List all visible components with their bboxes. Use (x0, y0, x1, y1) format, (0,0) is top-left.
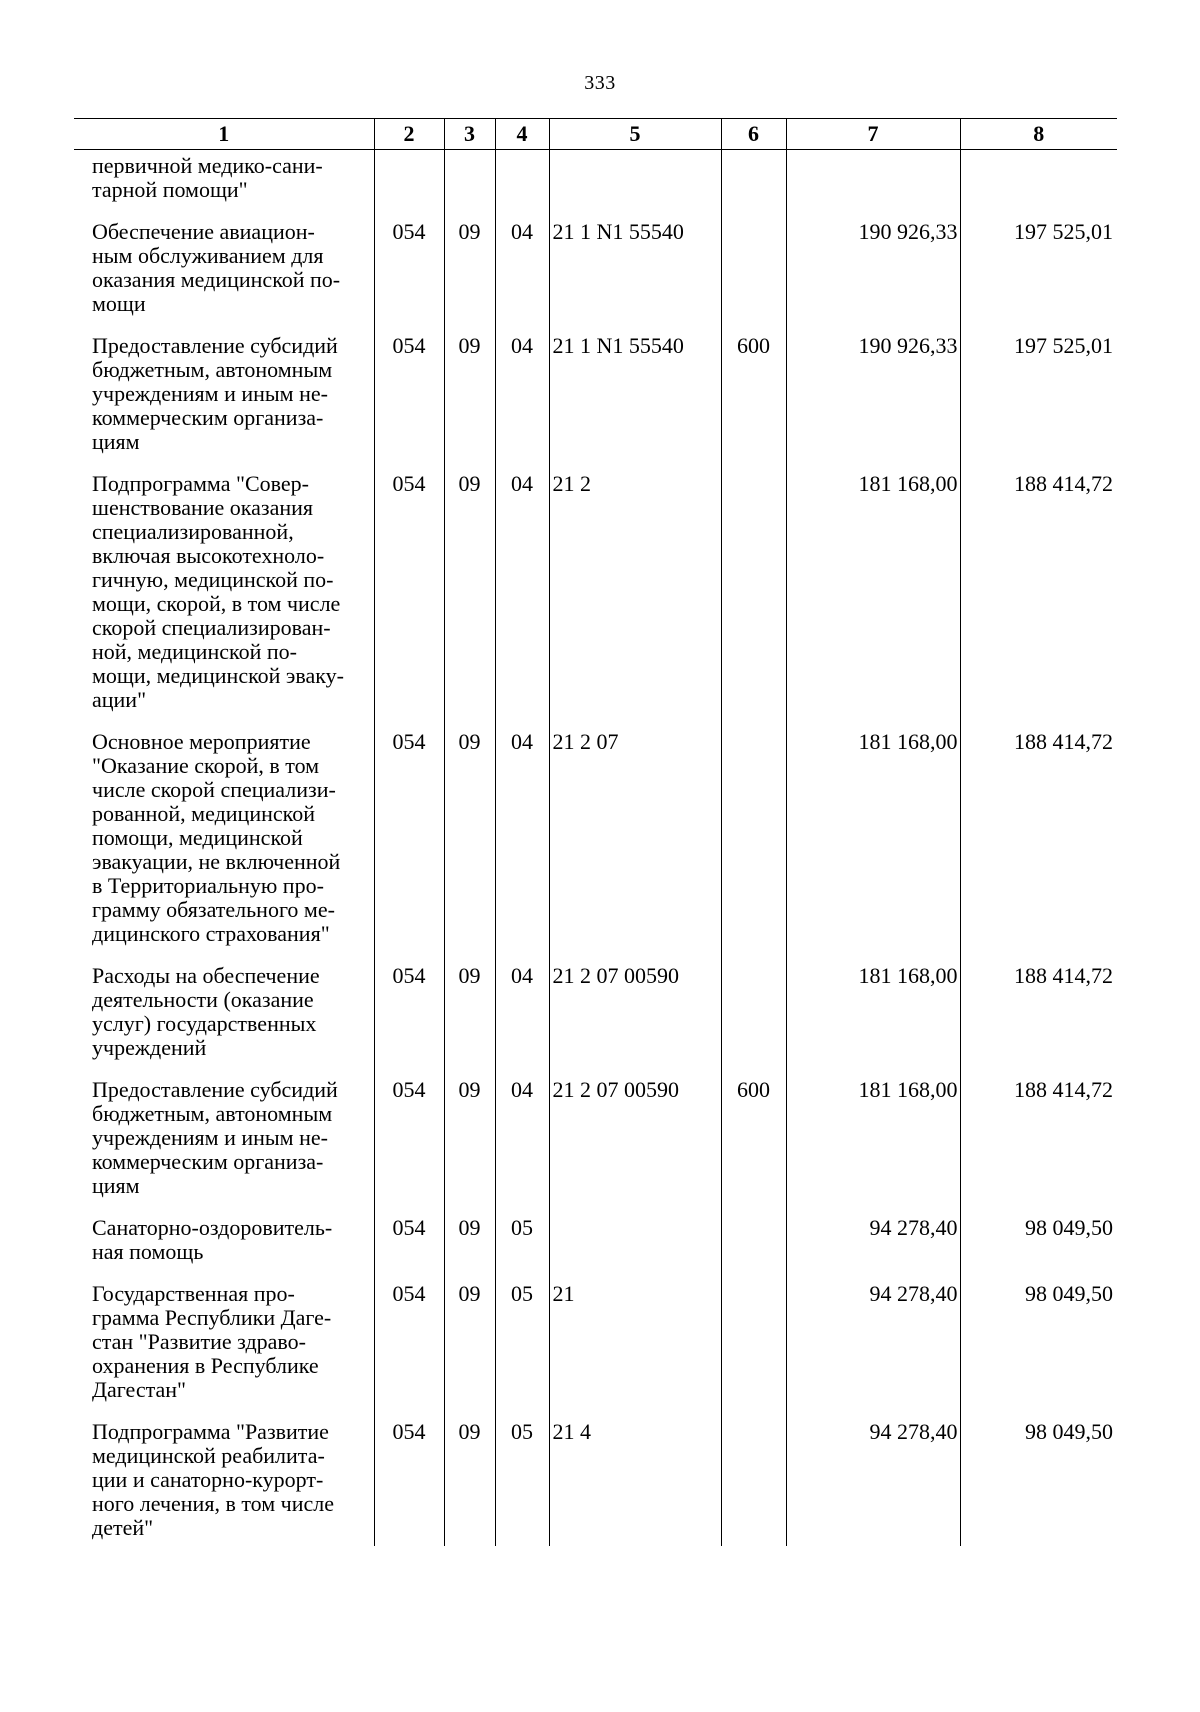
amount-year-2-cell: 98 049,50 (960, 1282, 1117, 1420)
description-line: Расходы на обеспечение (92, 963, 320, 988)
expense-type-cell (721, 150, 786, 221)
description-line: числе скорой специализи- (92, 777, 336, 802)
expense-type-cell (721, 1420, 786, 1546)
expense-type-cell: 600 (721, 1078, 786, 1216)
description-line: в Территориальную про- (92, 873, 324, 898)
column-header-5: 5 (549, 119, 721, 150)
section-code-cell: 09 (444, 1282, 495, 1420)
target-article-cell: 21 1 N1 55540 (549, 220, 721, 334)
row-description (74, 334, 374, 472)
row-description (74, 964, 374, 1078)
ministry-code-cell: 054 (374, 1282, 444, 1420)
amount-year-1-cell: 94 278,40 (786, 1282, 960, 1420)
section-code-cell (444, 150, 495, 221)
description-line: грамма Республики Даге- (92, 1305, 332, 1330)
column-header-7: 7 (786, 119, 960, 150)
description-line: учреждениям и иным не- (92, 381, 328, 406)
description-line: гичную, медицинской по- (92, 567, 334, 592)
row-description (74, 150, 374, 221)
description-line: специализированной, (92, 519, 294, 544)
description-line: медицинской реабилита- (92, 1443, 325, 1468)
description-line: Дагестан" (92, 1377, 186, 1402)
subsection-code-cell (495, 150, 549, 221)
amount-year-2-cell: 98 049,50 (960, 1420, 1117, 1546)
subsection-code-cell: 04 (495, 472, 549, 730)
description-line: грамму обязательного ме- (92, 897, 335, 922)
ministry-code-cell: 054 (374, 964, 444, 1078)
table-row (74, 1420, 1117, 1546)
description-line: рованной, медицинской (92, 801, 315, 826)
description-line: коммерческим организа- (92, 405, 324, 430)
amount-year-1-cell: 181 168,00 (786, 472, 960, 730)
description-line: учреждений (92, 1035, 207, 1060)
table-header (74, 119, 1117, 150)
description-line: бюджетным, автономным (92, 1101, 333, 1126)
amount-year-1-cell (786, 150, 960, 221)
description-line: детей" (92, 1515, 154, 1540)
target-article-cell: 21 2 07 (549, 730, 721, 964)
table-row (74, 472, 1117, 730)
section-code-cell: 09 (444, 964, 495, 1078)
description-line: Основное мероприятие (92, 729, 311, 754)
target-article-cell (549, 150, 721, 221)
row-description (74, 220, 374, 334)
amount-year-1-cell: 181 168,00 (786, 964, 960, 1078)
description-line: ации" (92, 687, 147, 712)
table-row (74, 1078, 1117, 1216)
row-description (74, 472, 374, 730)
amount-year-1-cell: 190 926,33 (786, 220, 960, 334)
description-line: тарной помощи" (92, 177, 248, 202)
description-line: коммерческим организа- (92, 1149, 324, 1174)
row-description (74, 1282, 374, 1420)
column-header-4: 4 (495, 119, 549, 150)
expense-type-cell: 600 (721, 334, 786, 472)
amount-year-2-cell: 188 414,72 (960, 472, 1117, 730)
description-line: Предоставление субсидий (92, 333, 338, 358)
expense-type-cell (721, 472, 786, 730)
column-header-8: 8 (960, 119, 1117, 150)
description-line: ная помощь (92, 1239, 204, 1264)
description-line: Санаторно-оздоровитель- (92, 1215, 333, 1240)
row-description (74, 1420, 374, 1546)
section-code-cell: 09 (444, 1420, 495, 1546)
amount-year-1-cell: 181 168,00 (786, 1078, 960, 1216)
description-line: циям (92, 1173, 140, 1198)
description-line: мощи, скорой, в том числе (92, 591, 341, 616)
description-line: первичной медико-сани- (92, 153, 323, 178)
ministry-code-cell: 054 (374, 730, 444, 964)
description-line: оказания медицинской по- (92, 267, 341, 292)
budget-table-container (74, 118, 1117, 1546)
description-line: скорой специализирован- (92, 615, 331, 640)
description-line: шенствование оказания (92, 495, 314, 520)
table-row (74, 334, 1117, 472)
description-line: ции и санаторно-курорт- (92, 1467, 324, 1492)
table-row (74, 1282, 1117, 1420)
amount-year-2-cell: 98 049,50 (960, 1216, 1117, 1282)
header-row (74, 119, 1117, 150)
description-line: циям (92, 429, 140, 454)
description-line: Подпрограмма "Развитие (92, 1419, 329, 1444)
amount-year-2-cell (960, 150, 1117, 221)
section-code-cell: 09 (444, 1078, 495, 1216)
amount-year-1-cell: 181 168,00 (786, 730, 960, 964)
ministry-code-cell: 054 (374, 1078, 444, 1216)
description-line: помощи, медицинской (92, 825, 303, 850)
description-line: услуг) государственных (92, 1011, 317, 1036)
description-line: ной, медицинской по- (92, 639, 297, 664)
table-row (74, 220, 1117, 334)
expense-type-cell (721, 730, 786, 964)
subsection-code-cell: 04 (495, 730, 549, 964)
subsection-code-cell: 05 (495, 1216, 549, 1282)
description-line: Подпрограмма "Совер- (92, 471, 309, 496)
description-line: учреждениям и иным не- (92, 1125, 328, 1150)
amount-year-2-cell: 188 414,72 (960, 1078, 1117, 1216)
description-line: мощи, медицинской эваку- (92, 663, 344, 688)
column-header-3: 3 (444, 119, 495, 150)
section-code-cell: 09 (444, 472, 495, 730)
ministry-code-cell: 054 (374, 220, 444, 334)
expense-type-cell (721, 1282, 786, 1420)
description-line: включая высокотехноло- (92, 543, 325, 568)
target-article-cell: 21 2 07 00590 (549, 1078, 721, 1216)
subsection-code-cell: 05 (495, 1420, 549, 1546)
column-header-1: 1 (74, 119, 374, 150)
ministry-code-cell: 054 (374, 472, 444, 730)
amount-year-2-cell: 188 414,72 (960, 964, 1117, 1078)
subsection-code-cell: 04 (495, 1078, 549, 1216)
ministry-code-cell: 054 (374, 1420, 444, 1546)
row-description (74, 730, 374, 964)
amount-year-1-cell: 94 278,40 (786, 1420, 960, 1546)
target-article-cell: 21 1 N1 55540 (549, 334, 721, 472)
amount-year-2-cell: 197 525,01 (960, 334, 1117, 472)
description-line: охранения в Республике (92, 1353, 319, 1378)
amount-year-2-cell: 197 525,01 (960, 220, 1117, 334)
description-line: мощи (92, 291, 146, 316)
ministry-code-cell: 054 (374, 334, 444, 472)
description-line: Обеспечение авиацион- (92, 219, 315, 244)
amount-year-1-cell: 190 926,33 (786, 334, 960, 472)
table-row (74, 1216, 1117, 1282)
description-line: деятельности (оказание (92, 987, 314, 1012)
expense-type-cell (721, 964, 786, 1078)
description-line: эвакуации, не включенной (92, 849, 341, 874)
expense-type-cell (721, 1216, 786, 1282)
description-line: стан "Развитие здраво- (92, 1329, 306, 1354)
description-line: дицинского страхования" (92, 921, 330, 946)
subsection-code-cell: 05 (495, 1282, 549, 1420)
description-line: ным обслуживанием для (92, 243, 324, 268)
section-code-cell: 09 (444, 1216, 495, 1282)
description-line: Государственная про- (92, 1281, 295, 1306)
target-article-cell: 21 2 07 00590 (549, 964, 721, 1078)
section-code-cell: 09 (444, 334, 495, 472)
amount-year-2-cell: 188 414,72 (960, 730, 1117, 964)
row-description (74, 1078, 374, 1216)
description-line: "Оказание скорой, в том (92, 753, 320, 778)
table-row (74, 730, 1117, 964)
section-code-cell: 09 (444, 220, 495, 334)
amount-year-1-cell: 94 278,40 (786, 1216, 960, 1282)
table-body (74, 150, 1117, 1547)
section-code-cell: 09 (444, 730, 495, 964)
subsection-code-cell: 04 (495, 334, 549, 472)
budget-table (74, 118, 1117, 1546)
ministry-code-cell (374, 150, 444, 221)
target-article-cell: 21 4 (549, 1420, 721, 1546)
target-article-cell: 21 (549, 1282, 721, 1420)
column-header-6: 6 (721, 119, 786, 150)
table-row (74, 964, 1117, 1078)
expense-type-cell (721, 220, 786, 334)
ministry-code-cell: 054 (374, 1216, 444, 1282)
subsection-code-cell: 04 (495, 964, 549, 1078)
row-description (74, 1216, 374, 1282)
description-line: Предоставление субсидий (92, 1077, 338, 1102)
target-article-cell: 21 2 (549, 472, 721, 730)
description-line: бюджетным, автономным (92, 357, 333, 382)
subsection-code-cell: 04 (495, 220, 549, 334)
table-row (74, 150, 1117, 221)
page-number: 333 (584, 72, 616, 94)
column-header-2: 2 (374, 119, 444, 150)
target-article-cell (549, 1216, 721, 1282)
description-line: ного лечения, в том числе (92, 1491, 334, 1516)
